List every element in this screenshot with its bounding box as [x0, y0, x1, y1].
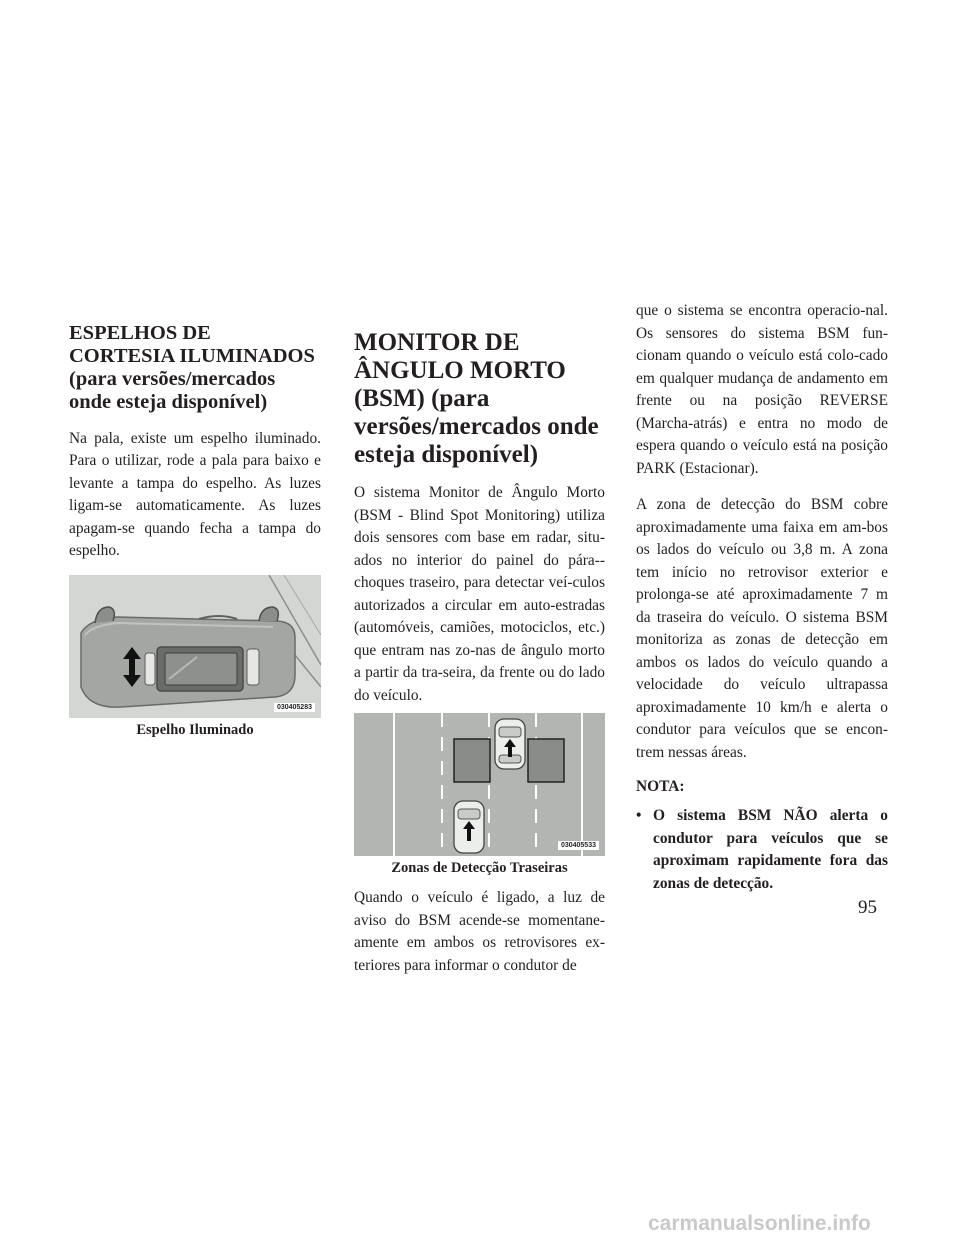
section-title-bsm: MONITOR DE ÂNGULO MORTO (BSM) (para versões/mercados onde esteja disponível): [354, 329, 599, 468]
bsm-intro-paragraph: O sistema Monitor de Ângulo Morto (BSM - Blind Spot Monitoring) utiliza dois sensores com base em radar, situ-ados no interior do painel do pára--choques traseiro, para detectar veí-culos autorizados a circular em auto-estradas (automóveis, camiões, motociclos, etc.) que entram nas zo-nas de ângulo morto a partir da tra-seira, da frente ou do lado do veículo.: [354, 484, 605, 704]
section-title-courtesy-mirrors: ESPELHOS DE CORTESIA ILUMINADOS (para versões/mercados onde esteja disponível): [69, 322, 315, 414]
column-middle: [354, 322, 605, 977]
watermark: carmanualsonline.info: [648, 1212, 871, 1235]
detection-zones-illustration: [354, 713, 605, 856]
rear-detection-zones-figure: [354, 713, 605, 856]
column-left: [69, 322, 321, 749]
courtesy-mirrors-paragraph: Na pala, existe um espelho iluminado. Para o utilizar, rode a pala para baixo e levante a tampa do espelho. As luzes ligam-se automaticamente. As luzes apagam-se quando fecha a tampa do espelho.: [69, 429, 321, 560]
figure-code: 030405533: [558, 841, 599, 850]
note-bullet-text: O sistema BSM NÃO alerta o condutor para veículos que se aproximam rapidamente fora das zonas de detecção.: [653, 807, 888, 892]
figure-caption: Espelho Iluminado: [136, 721, 254, 738]
bsm-warning-light-paragraph: Quando o veículo é ligado, a luz de aviso do BSM acende-se momentane-amente em ambos os retrovisores ex-teriores para informar o condutor de: [354, 889, 605, 974]
bullet-icon: •: [636, 807, 642, 824]
note-title: NOTA:: [636, 778, 685, 795]
page-number: 95: [858, 897, 877, 918]
figure-code: 030405283: [274, 703, 315, 712]
bsm-operation-paragraph: que o sistema se encontra operacio-nal. Os sensores do sistema BSM fun-cionam quando o veículo está colo-cado em qualquer mudança de andamento em frente ou na posição REVERSE (Marcha-atrás) e entra no modo de espera quando o veículo está na posição PARK (Estacionar).: [636, 302, 888, 477]
bsm-zone-paragraph: A zona de detecção do BSM cobre aproximadamente uma faixa em am-bos os lados do veículo ou 3,8 m. A zona tem início no retrovisor exterior e prolonga-se até aproximadamente 7 m da traseira do veículo. O sistema BSM monitoriza as zonas de detecção em ambos os lados do veículo quando a velocidade do veículo ultrapassa aproximadamente 10 km/h e alerta o condutor para veículos que se encon-trem nessas áreas.: [636, 496, 888, 761]
column-right: [636, 300, 888, 895]
note-bullet-item: [636, 805, 888, 895]
sun-visor-illustration: [69, 575, 321, 718]
figure-caption: Zonas de Detecção Traseiras: [391, 860, 568, 876]
illuminated-mirror-figure: [69, 575, 321, 718]
